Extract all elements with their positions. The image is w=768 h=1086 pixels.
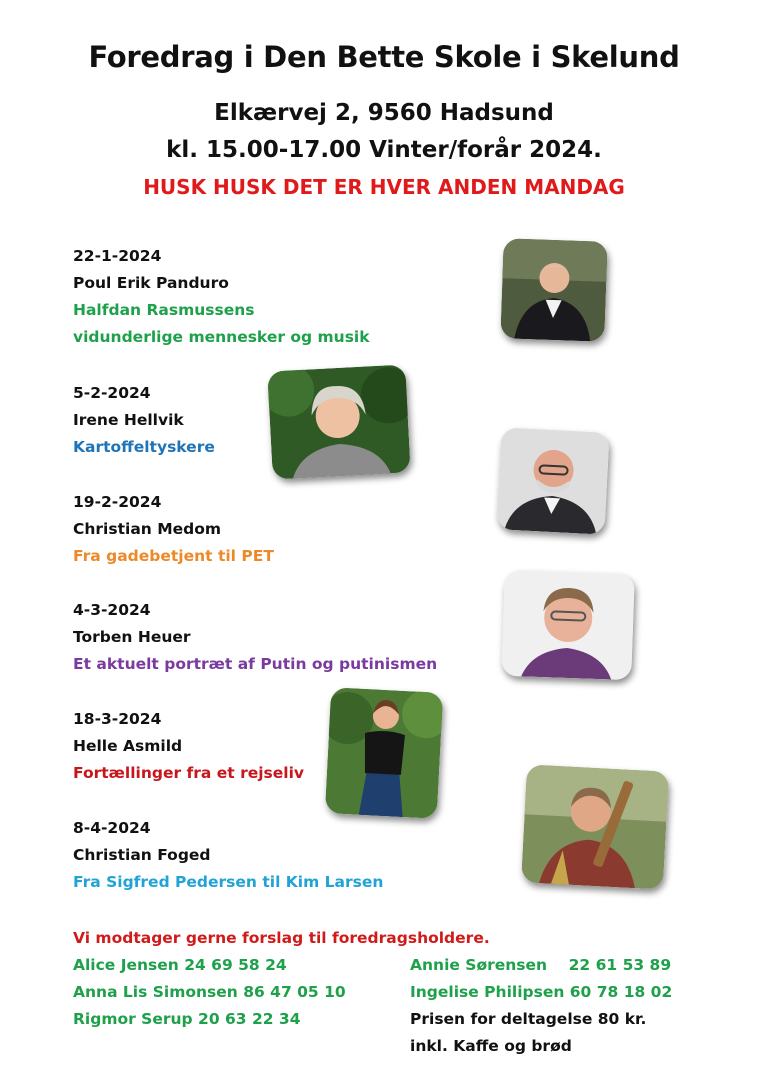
contact-ingelise: Ingelise Philipsen 60 78 18 02 [410, 983, 673, 1001]
speaker-photo-heuer [501, 570, 635, 680]
speaker-photo-foged [521, 764, 669, 889]
event-6 [73, 815, 383, 896]
event-date: 8-4-2024 [73, 819, 151, 837]
price-info: Prisen for deltagelse 80 kr. [410, 1010, 647, 1028]
speaker-photo-asmild [325, 687, 443, 819]
event-topic: vidunderlige mennesker og musik [73, 328, 370, 346]
event-1 [73, 243, 370, 351]
event-speaker: Torben Heuer [73, 628, 191, 646]
event-date: 19-2-2024 [73, 493, 162, 511]
contact-anna-lis: Anna Lis Simonsen 86 47 05 10 [73, 983, 346, 1001]
contact-rigmor: Rigmor Serup 20 63 22 34 [73, 1010, 301, 1028]
notice: HUSK HUSK DET ER HVER ANDEN MANDAG [143, 175, 625, 199]
contact-alice: Alice Jensen 24 69 58 24 [73, 956, 287, 974]
event-3 [73, 489, 274, 570]
speaker-photo-medom [496, 427, 609, 535]
event-speaker: Christian Foged [73, 846, 211, 864]
event-speaker: Helle Asmild [73, 737, 183, 755]
contact-annie: Annie Sørensen 22 61 53 89 [410, 956, 672, 974]
event-topic: Et aktuelt portræt af Putin og putinismen [73, 655, 438, 673]
event-speaker: Irene Hellvik [73, 411, 184, 429]
price-info-extra: inkl. Kaffe og brød [410, 1037, 572, 1055]
page-title: Foredrag i Den Bette Skole i Skelund [88, 40, 680, 74]
event-date: 22-1-2024 [73, 247, 162, 265]
event-topic: Fra gadebetjent til PET [73, 547, 274, 565]
event-5 [73, 706, 304, 787]
event-topic: Fortællinger fra et rejseliv [73, 764, 305, 782]
event-date: 5-2-2024 [73, 384, 151, 402]
event-date: 18-3-2024 [73, 710, 162, 728]
event-speaker: Christian Medom [73, 520, 222, 538]
suggestion-text: Vi modtager gerne forslag til foredragsholdere. [73, 929, 490, 947]
event-4 [73, 597, 437, 678]
address: Elkærvej 2, 9560 Hadsund [214, 100, 554, 126]
event-topic: Halfdan Rasmussens [73, 301, 255, 319]
event-topic: Fra Sigfred Pedersen til Kim Larsen [73, 873, 384, 891]
time-period: kl. 15.00-17.00 Vinter/forår 2024. [166, 137, 602, 163]
event-date: 4-3-2024 [73, 601, 151, 619]
speaker-photo-hellvik [267, 364, 410, 479]
event-speaker: Poul Erik Panduro [73, 274, 229, 292]
event-2 [73, 380, 215, 461]
event-topic: Kartoffeltyskere [73, 438, 215, 456]
speaker-photo-panduro [500, 238, 607, 342]
